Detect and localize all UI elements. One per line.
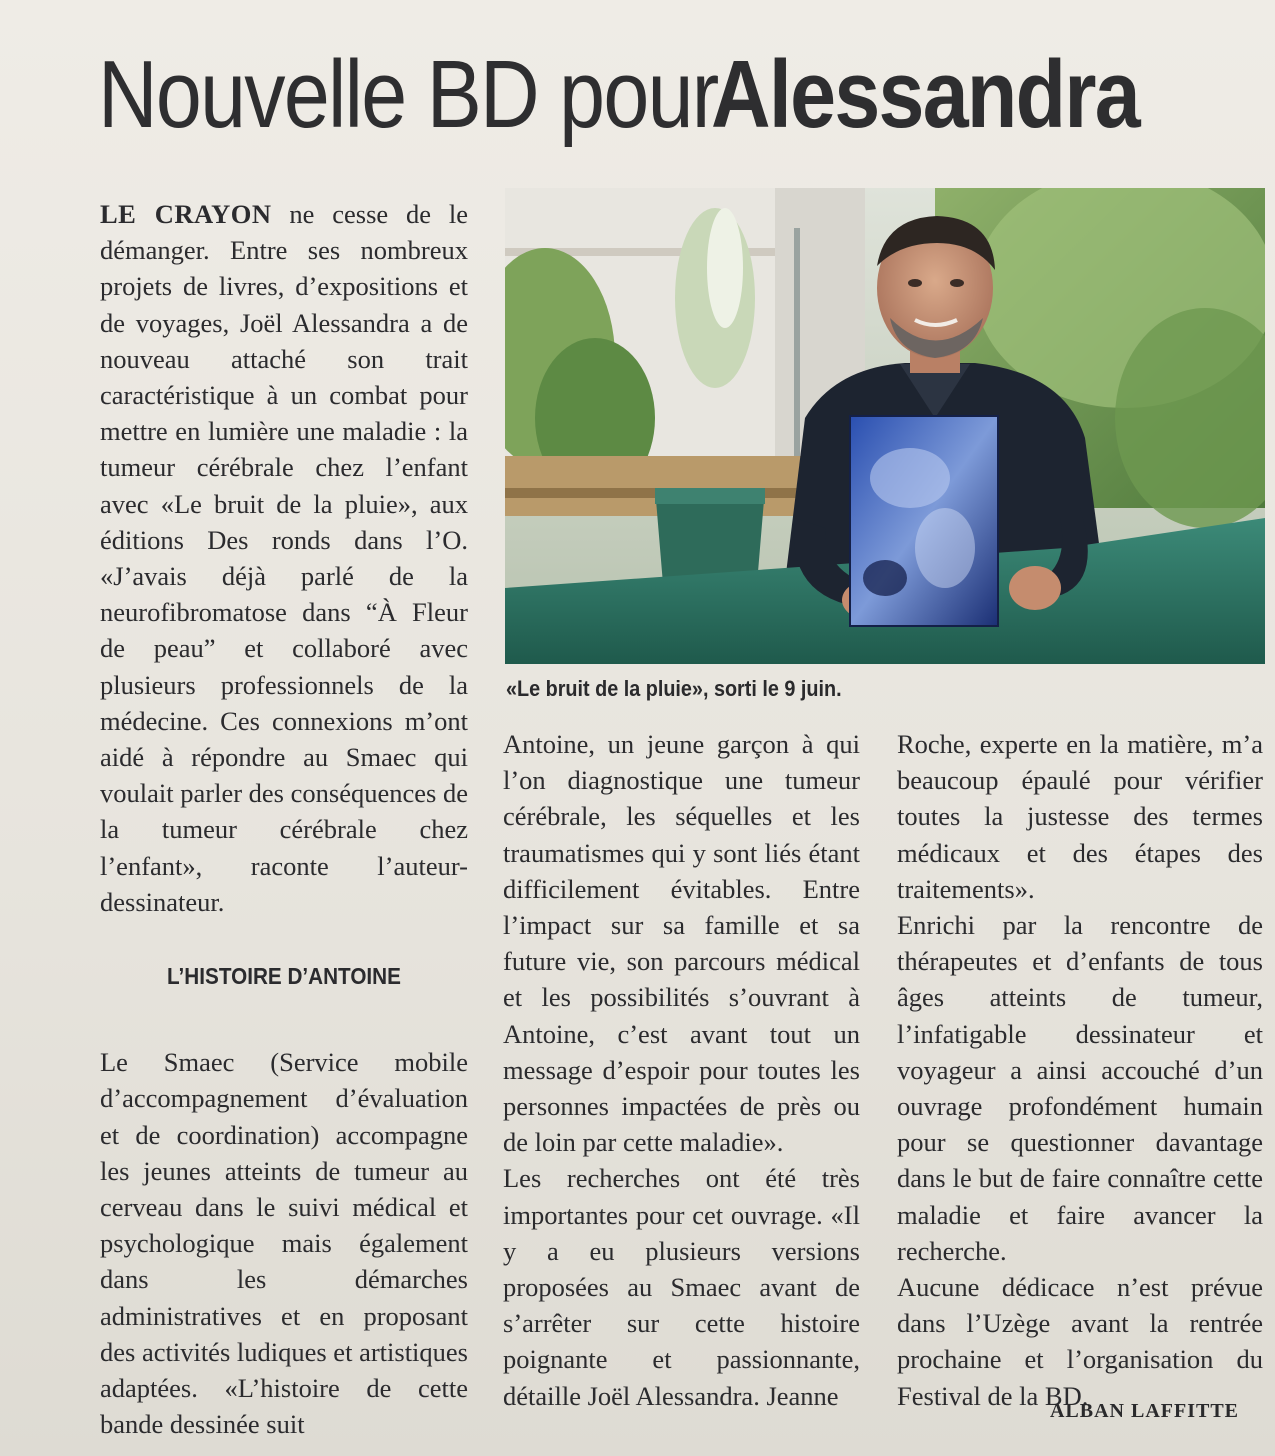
article-headline bbox=[98, 40, 1238, 150]
paragraph-intro bbox=[100, 196, 468, 920]
headline-light: Nouvelle BD pour bbox=[98, 41, 718, 148]
author-signature: ALBAN LAFFITTE bbox=[1049, 1400, 1239, 1422]
photo-caption: «Le bruit de la pluie», sorti le 9 juin. bbox=[506, 676, 842, 701]
intro-text: ne cesse de le démanger. Entre ses nombreux projets de livres, d’expositions et de voyages, Joël Alessandra a de nouveau attaché son trait caractéristique à un combat pour mettre en lumière une maladie : la tumeur cérébrale chez l’enfant avec «Le bruit de la pluie», aux éditions Des ronds dans l’O. «J’avais déjà parlé de la neurofibromatose dans “À Fleur de peau” et collaboré avec plusieurs professionnels de la médecine. Ces connexions m’ont aidé à répondre au Smaec qui voulait parler des conséquences de la tumeur cérébrale chez l’enfant», raconte l’auteur-dessinateur. bbox=[100, 199, 468, 917]
paragraph-dedicace: Aucune dédicace n’est prévue dans l’Uzège avant la rentrée prochaine et l’organisation du Festival de la BD. bbox=[897, 1272, 1263, 1411]
paragraph-enrichi: Enrichi par la rencontre de thérapeutes et d’enfants de tous âges atteints de tumeur, l’infatigable dessinateur et voyageur a ainsi accouché d’un ouvrage profondément humain pour se questionner davantage dans le but de faire connaître cette maladie et faire avancer la recherche. bbox=[897, 910, 1263, 1266]
lead-word: LE CRAYON bbox=[100, 199, 272, 229]
subheading: L’HISTOIRE D’ANTOINE bbox=[167, 963, 401, 990]
paragraph-smaec: Le Smaec (Service mobile d’accompagnement d’évaluation et de coordination) accompagne les jeunes atteints de tumeur au cerveau dans le suivi médical et psychologique mais également dans les démarches administratives et en proposant des activités ludiques et artistiques adaptées. «L’histoire de cette bande dessinée suit bbox=[100, 1047, 468, 1440]
article-photo bbox=[505, 188, 1265, 664]
photo-illustration bbox=[505, 188, 1265, 664]
paragraph-antoine: Antoine, un jeune garçon à qui l’on diagnostique une tumeur cérébrale, les séquelles et les traumatismes qui y sont liés étant difficilement évitables. Entre l’impact sur sa famille et sa future vie, son parcours médical et les possibilités s’ouvrant à Antoine, c’est avant tout un message d’espoir pour toutes les personnes impactées de près ou de loin par cette maladie». bbox=[503, 729, 860, 1158]
headline-bold: Alessandra bbox=[711, 41, 1139, 148]
article-column-3 bbox=[897, 726, 1263, 1414]
article-column-1 bbox=[100, 196, 468, 1443]
article-column-2 bbox=[503, 726, 860, 1414]
paragraph-recherches: Les recherches ont été très importantes pour cet ouvrage. «Il y a eu plusieurs versions proposées au Smaec avant de s’arrêter sur cette histoire poignante et passionnante, détaille Joël Alessandra. Jeanne bbox=[503, 1163, 860, 1411]
paragraph-roche: Roche, experte en la matière, m’a beaucoup épaulé pour vérifier toutes la justesse des termes médicaux et des étapes des traitements». bbox=[897, 729, 1263, 904]
